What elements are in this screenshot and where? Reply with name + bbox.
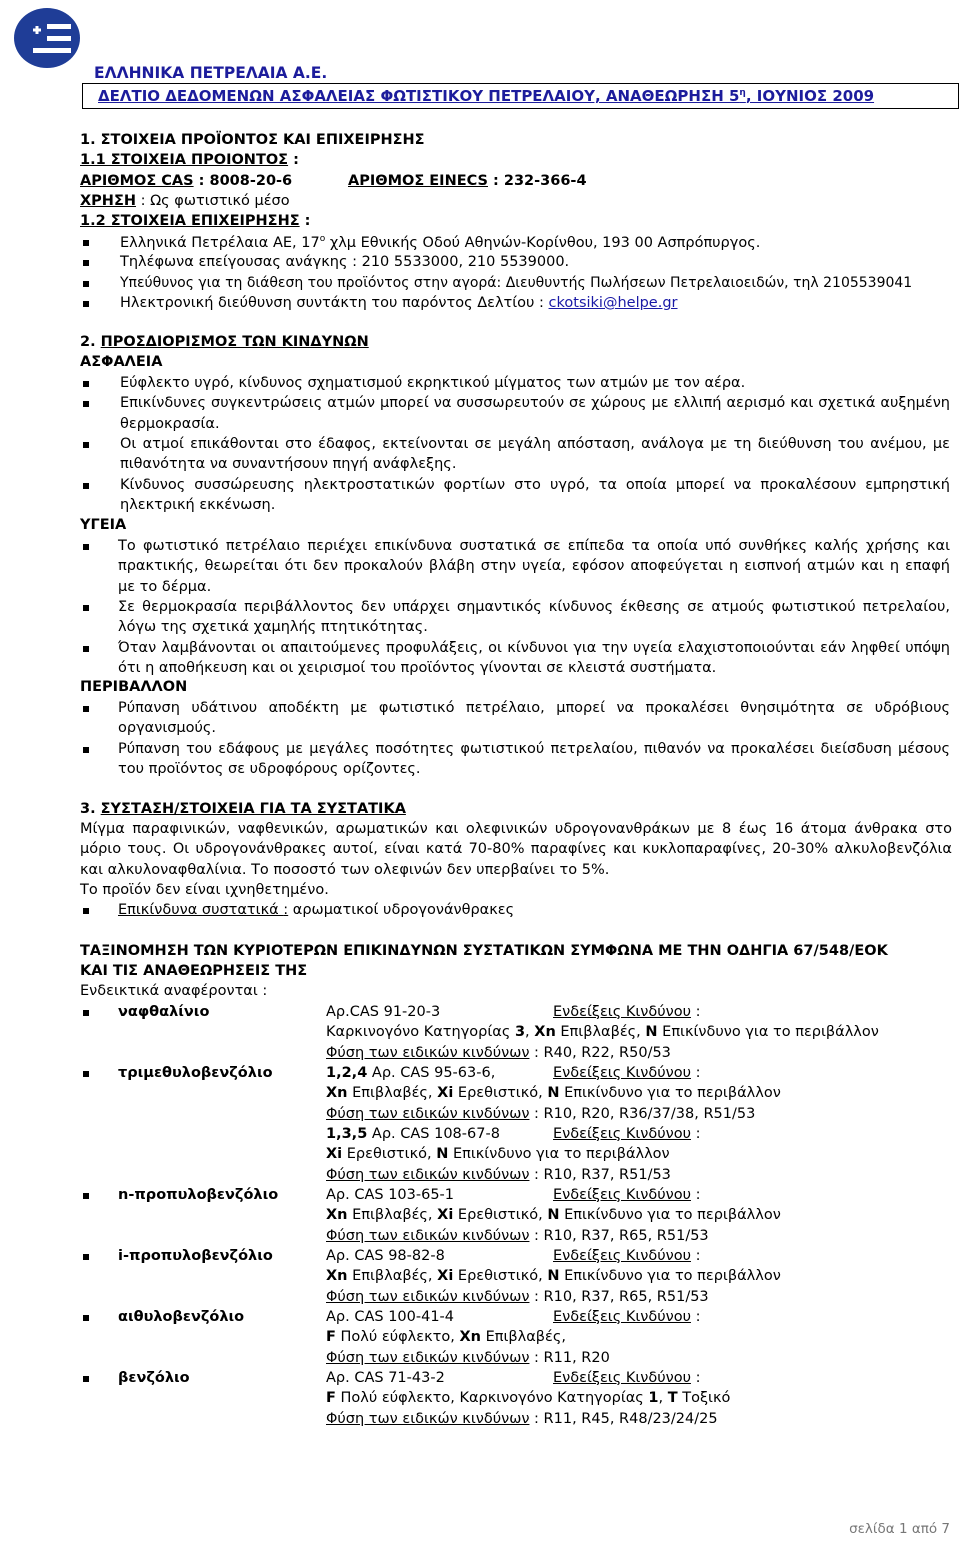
einecs-number: ΑΡΙΘΜΟΣ EINECS : 232-366-4	[348, 173, 587, 189]
env-item-line: Ρύπανση υδάτινου αποδέκτη με φωτιστικό πετρέλαιο, μπορεί να προκαλέσει θνησιμότητα σε υδρόβιους	[118, 700, 950, 716]
bullet-icon	[83, 381, 89, 387]
company-name: ΕΛΛΗΝΙΚΑ ΠΕΤΡΕΛΑΙΑ Α.Ε.	[94, 64, 328, 82]
composition-line: Το προϊόν δεν είναι ιχνηθετημένο.	[80, 881, 329, 898]
bullet-icon	[83, 747, 89, 753]
responsible-contact: Υπεύθυνος για τη διάθεση του προϊόντος στην αγορά: Διευθυντής Πωλήσεων Πετρελαιοειδών, τηλ 2105539041	[120, 275, 913, 291]
bullet-icon	[83, 646, 89, 652]
env-item-line: Ρύπανση του εδάφους με μεγάλες ποσότητες φωτιστικού πετρελαίου, πιθανόν να προκαλέσει διείσδυση μέσους	[118, 740, 950, 757]
hazard-indication-label: Ενδείξεις Κινδύνου :	[553, 1004, 701, 1020]
bullet-icon	[83, 1315, 89, 1321]
health-heading: ΥΓΕΙΑ	[80, 517, 127, 533]
health-item-line: Σε θερμοκρασία περιβάλλοντος δεν υπάρχει σημαντικός κίνδυνος έκθεσης σε ατμούς φωτιστικού πετρελαίου,	[118, 598, 950, 615]
component-classification: Xi Ερεθιστικό, N Επικίνδυνο για το περιβάλλον	[326, 1146, 670, 1163]
section-1-title: 1. ΣΤΟΙΧΕΙΑ ΠΡΟΪΟΝΤΟΣ ΚΑΙ ΕΠΙΧΕΙΡΗΣΗΣ	[80, 132, 425, 148]
component-classification: Xn Επιβλαβές, Xi Ερεθιστικό, N Επικίνδυνο για το περιβάλλον	[326, 1268, 781, 1285]
section-1-2-title: 1.2 ΣΤΟΙΧΕΙΑ ΕΠΙΧΕΙΡΗΣΗΣ :	[80, 213, 311, 229]
component-name: τριμεθυλοβενζόλιο	[118, 1065, 273, 1081]
safety-heading: ΑΣΦΑΛΕΙΑ	[80, 354, 163, 370]
composition-line: μόριο τους. Οι υδρογονάνθρακες αυτοί, είναι κατά 70-80% παραφίνες και κυκλοπαραφίνες, 20-30% αλκυλοβενζόλια	[80, 841, 952, 858]
bullet-icon	[83, 240, 89, 246]
health-item-line: Το φωτιστικό πετρέλαιο περιέχει επικίνδυνα συστατικά σε επίπεδα τα οποία υπό συνθήκες καλής χρήσης και	[118, 538, 950, 554]
bullet-icon	[83, 1071, 89, 1077]
emergency-phones: Τηλέφωνα επείγουσας ανάγκης : 210 5533000, 210 5539000.	[120, 254, 570, 270]
health-item-line: Όταν λαμβάνονται οι απαιτούμενες προφυλάξεις, οι κίνδυνοι για την υγεία ελαχιστοποιούνται εάν ληφθεί υπόψη	[118, 639, 950, 656]
component-risk-phrases: Φύση των ειδικών κινδύνων : R11, R45, R48/23/24/25	[326, 1410, 718, 1427]
bullet-icon	[83, 1010, 89, 1016]
component-risk-phrases: Φύση των ειδικών κινδύνων : R10, R37, R65, R51/53	[326, 1288, 709, 1305]
env-item-line: του προϊόντος σε υδροφόρους ορίζοντες.	[118, 760, 421, 777]
health-item-line: λόγω της σχετικά χαμηλής πτητικότητας.	[118, 619, 428, 636]
safety-item-line: Οι ατμοί επικάθονται στο έδαφος, εκτείνονται σε μεγάλη απόσταση, ανάλογα με τη διεύθυνση του ανέμου, με	[120, 435, 950, 452]
bullet-icon	[83, 483, 89, 489]
component-cas: 1,2,4 Αρ. CAS 95-63-6,	[326, 1065, 496, 1081]
bullet-icon	[83, 442, 89, 448]
health-item-line: με το δέρμα.	[118, 578, 212, 595]
indicative-label: Ενδεικτικά αναφέρονται :	[80, 983, 268, 999]
safety-item-line: Κίνδυνος συσσώρευσης ηλεκτροστατικών φορτίων στο υγρό, τα οποία μπορεί να προκαλέσουν εμπρηστική	[120, 476, 950, 493]
bullet-icon	[83, 544, 89, 550]
component-name: i-προπυλοβενζόλιο	[118, 1248, 273, 1264]
component-risk-phrases: Φύση των ειδικών κινδύνων : R10, R20, R36/37/38, R51/53	[326, 1105, 756, 1122]
page-number: σελίδα 1 από 7	[849, 1521, 950, 1537]
cas-number: ΑΡΙΘΜΟΣ CAS : 8008-20-6	[80, 173, 293, 189]
health-item-line: πρακτικής, θεωρείται ότι δεν προκαλούν βλάβη στην υγεία, εφόσον αποφεύγεται η εισπνοή ατμών και η επαφή	[118, 558, 950, 575]
classification-title-line1: ΤΑΞΙΝΟΜΗΣΗ ΤΩΝ ΚΥΡΙΟΤΕΡΩΝ ΕΠΙΚΙΝΔΥΝΩΝ ΣΥΣΤΑΤΙΚΩΝ ΣΥΜΦΩΝΑ ΜΕ ΤΗΝ ΟΔΗΓΙΑ 67/548/ΕΟΚ	[80, 943, 888, 959]
component-cas: Αρ. CAS 100-41-4	[326, 1309, 455, 1325]
component-risk-phrases: Φύση των ειδικών κινδύνων : R10, R37, R51/53	[326, 1166, 671, 1183]
hazard-indication-label: Ενδείξεις Κινδύνου :	[553, 1248, 701, 1264]
bullet-icon	[83, 301, 89, 307]
component-risk-phrases: Φύση των ειδικών κινδύνων : R10, R37, R65, R51/53	[326, 1227, 709, 1244]
component-cas: Αρ.CAS 91-20-3	[326, 1004, 441, 1020]
section-1-1-title: 1.1 ΣΤΟΙΧΕΙΑ ΠΡΟΙΟΝΤΟΣ :	[80, 152, 299, 168]
safety-item-line: θερμοκρασία.	[120, 415, 220, 432]
safety-item-line: πιθανότητα να συναντήσουν πηγή ανάφλεξης.	[120, 456, 457, 473]
hazard-indication-label: Ενδείξεις Κινδύνου :	[553, 1309, 701, 1325]
component-cas: Αρ. CAS 71-43-2	[326, 1370, 445, 1386]
component-cas: 1,3,5 Αρ. CAS 108-67-8	[326, 1126, 500, 1142]
composition-line: και αλκυλοναφθαλίνια. Το ποσοστό των ολεφινών δεν υπερβαίνει το 5%.	[80, 861, 610, 878]
component-classification: F Πολύ εύφλεκτο, Καρκινογόνο Κατηγορίας 1, T Τοξικό	[326, 1390, 731, 1407]
component-name: αιθυλοβενζόλιο	[118, 1309, 245, 1325]
safety-item-line: Εύφλεκτο υγρό, κίνδυνος σχηματισμού εκρηκτικού μίγματος των ατμών με τον αέρα.	[120, 375, 746, 391]
bullet-icon	[83, 401, 89, 407]
bullet-icon	[83, 260, 89, 266]
component-classification: Καρκινογόνο Κατηγορίας 3, Xn Επιβλαβές, N Επικίνδυνο για το περιβάλλον	[326, 1024, 879, 1041]
usage: ΧΡΗΣΗ : Ως φωτιστικό μέσο	[80, 193, 290, 209]
composition-line: Μίγμα παραφινικών, ναφθενικών, αρωματικών και ολεφινικών υδρογονανθράκων με 8 έως 16 άτομα άνθρακα στο	[80, 821, 952, 837]
component-cas: Αρ. CAS 103-65-1	[326, 1187, 455, 1203]
section-3-title: 3. ΣΥΣΤΑΣΗ/ΣΤΟΙΧΕΙΑ ΓΙΑ ΤΑ ΣΥΣΤΑΤΙΚΑ	[80, 801, 406, 817]
bullet-icon	[83, 1254, 89, 1260]
author-email-line: Ηλεκτρονική διεύθυνση συντάκτη του παρόντος Δελτίου : ckotsiki@helpe.gr	[120, 295, 678, 311]
company-logo	[11, 6, 87, 70]
hazard-indication-label: Ενδείξεις Κινδύνου :	[553, 1370, 701, 1386]
safety-item-line: ηλεκτρική εκκένωση.	[120, 496, 276, 513]
author-email-link[interactable]: ckotsiki@helpe.gr	[548, 295, 678, 311]
component-classification: F Πολύ εύφλεκτο, Xn Επιβλαβές,	[326, 1329, 566, 1346]
hazard-indication-label: Ενδείξεις Κινδύνου :	[553, 1187, 701, 1203]
environment-heading: ΠΕΡΙΒΑΛΛΟΝ	[80, 679, 188, 695]
component-classification: Xn Επιβλαβές, Xi Ερεθιστικό, N Επικίνδυνο για το περιβάλλον	[326, 1207, 781, 1224]
document-title: ΔΕΛΤΙΟ ΔΕΔΟΜΕΝΩΝ ΑΣΦΑΛΕΙΑΣ ΦΩΤΙΣΤΙΚΟΥ ΠΕΤΡΕΛΑΙΟΥ, ΑΝΑΘΕΩΡΗΣΗ $5^\eta$, ΙΟΥΝΙΟΣ 2009	[98, 87, 875, 105]
section-2-title: 2. ΠΡΟΣΔΙΟΡΙΣΜΟΣ ΤΩΝ ΚΙΝΔΥΝΩΝ	[80, 334, 369, 350]
component-risk-phrases: Φύση των ειδικών κινδύνων : R11, R20	[326, 1349, 610, 1366]
component-classification: Xn Επιβλαβές, Xi Ερεθιστικό, N Επικίνδυνο για το περιβάλλον	[326, 1085, 781, 1102]
bullet-icon	[83, 281, 89, 287]
component-risk-phrases: Φύση των ειδικών κινδύνων : R40, R22, R50/53	[326, 1044, 671, 1061]
health-item-line: ότι η αποθήκευση και οι χειρισμοί του προϊόντος γίνονται σε κλειστά συστήματα.	[118, 659, 717, 676]
hazard-indication-label: Ενδείξεις Κινδύνου :	[553, 1126, 701, 1142]
bullet-icon	[83, 908, 89, 914]
component-cas: Αρ. CAS 98-82-8	[326, 1248, 445, 1264]
hazardous-components-line: Επικίνδυνα συστατικά : αρωματικοί υδρογονάνθρακες	[118, 902, 515, 918]
bullet-icon	[83, 605, 89, 611]
component-name: n-προπυλοβενζόλιο	[118, 1187, 279, 1203]
classification-title-line2: ΚΑΙ ΤΙΣ ΑΝΑΘΕΩΡΗΣΕΙΣ ΤΗΣ	[80, 963, 308, 979]
safety-item-line: Επικίνδυνες συγκεντρώσεις ατμών μπορεί να συσσωρευτούν σε χώρους με ελλιπή αερισμό και σχετικά αυξημένη	[120, 395, 950, 412]
bullet-icon	[83, 1193, 89, 1199]
company-address: Ελληνικά Πετρέλαια ΑΕ, $17^o$ χλμ Εθνικής Οδού Αθηνών-Κορίνθου, 193 00 Ασπρόπυργος.	[120, 234, 761, 251]
bullet-icon	[83, 706, 89, 712]
bullet-icon	[83, 1376, 89, 1382]
component-name: βενζόλιο	[118, 1370, 190, 1386]
component-name: ναφθαλίνιο	[118, 1004, 210, 1020]
env-item-line: οργανισμούς.	[118, 720, 217, 737]
hazard-indication-label: Ενδείξεις Κινδύνου :	[553, 1065, 701, 1081]
